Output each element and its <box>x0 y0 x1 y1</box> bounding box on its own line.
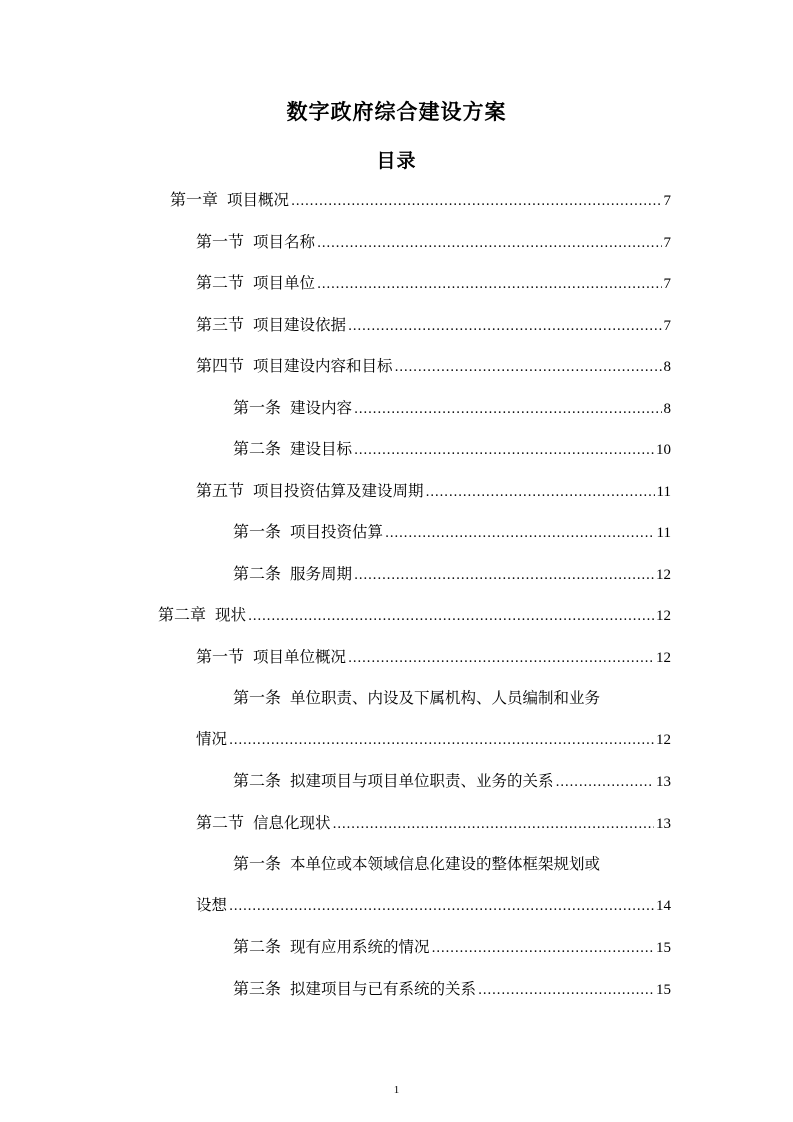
toc-prefix: 第一章 <box>170 190 219 209</box>
toc-entry[interactable] <box>196 478 671 502</box>
leader-dots <box>333 813 654 832</box>
leader-dots <box>426 481 655 500</box>
toc-prefix: 第一节 <box>196 232 245 251</box>
page-number: 1 <box>393 1084 400 1096</box>
toc-title: 本单位或本领域信息化建设的整体框架规划或 <box>290 855 601 873</box>
leader-dots <box>317 232 661 251</box>
toc-prefix: 第一条 <box>233 854 282 873</box>
toc-entry[interactable] <box>196 312 671 336</box>
toc-entry[interactable] <box>233 934 671 958</box>
toc-entry[interactable] <box>196 353 671 377</box>
toc-page: 12 <box>656 567 671 583</box>
toc-prefix: 第五节 <box>196 481 245 500</box>
toc-title: 信息化现状 <box>253 814 331 832</box>
toc-entry[interactable] <box>196 229 671 253</box>
toc-page: 7 <box>663 193 671 209</box>
toc-entry[interactable] <box>233 768 671 792</box>
toc-page: 7 <box>663 235 671 251</box>
toc-title: 现有应用系统的情况 <box>290 938 430 956</box>
toc-entry[interactable] <box>233 976 671 1000</box>
toc-title: 项目投资估算 <box>290 523 384 541</box>
toc-prefix: 第一条 <box>233 398 282 417</box>
toc-title: 项目投资估算及建设周期 <box>253 482 424 500</box>
toc-entry[interactable] <box>196 270 671 294</box>
leader-dots <box>395 356 662 375</box>
toc-title: 现状 <box>215 606 247 624</box>
toc-page: 13 <box>656 816 671 832</box>
toc-entry[interactable] <box>233 519 671 543</box>
toc-prefix: 第四节 <box>196 356 245 375</box>
toc-entry[interactable] <box>158 602 671 626</box>
toc-title: 项目名称 <box>253 233 316 251</box>
leader-dots <box>291 190 661 209</box>
toc-entry[interactable] <box>233 436 671 460</box>
toc-entry-continuation[interactable] <box>196 727 671 751</box>
toc-prefix: 第三条 <box>233 979 282 998</box>
leader-dots <box>317 273 661 292</box>
leader-dots <box>556 771 654 790</box>
toc-title: 拟建项目与已有系统的关系 <box>290 980 477 998</box>
toc-page: 15 <box>656 940 671 956</box>
toc-page: 12 <box>656 650 671 666</box>
toc-prefix: 第一节 <box>196 647 245 666</box>
toc-prefix: 第二节 <box>196 273 245 292</box>
toc-title: 建设目标 <box>290 440 353 458</box>
toc-prefix: 第二章 <box>158 605 207 624</box>
toc-title: 项目概况 <box>227 191 290 209</box>
leader-dots <box>478 979 654 998</box>
toc-prefix: 第二节 <box>196 813 245 832</box>
toc-page: 13 <box>656 774 671 790</box>
toc-entry[interactable] <box>170 187 671 211</box>
toc-entry-wrapped[interactable] <box>233 851 600 875</box>
toc-title: 单位职责、内设及下属机构、人员编制和业务 <box>290 689 601 707</box>
toc-title: 建设内容 <box>290 399 353 417</box>
toc-page: 8 <box>663 359 671 375</box>
leader-dots <box>385 522 655 541</box>
toc-prefix: 第二条 <box>233 937 282 956</box>
leader-dots <box>229 895 654 914</box>
leader-dots <box>354 564 654 583</box>
toc-title: 拟建项目与项目单位职责、业务的关系 <box>290 772 554 790</box>
leader-dots <box>432 937 654 956</box>
leader-dots <box>229 729 654 748</box>
toc-title: 服务周期 <box>290 565 353 583</box>
toc-page: 7 <box>663 318 671 334</box>
toc-prefix: 第三节 <box>196 315 245 334</box>
toc-entry[interactable] <box>196 644 671 668</box>
toc-title: 项目单位 <box>253 274 316 292</box>
toc-title: 项目建设内容和目标 <box>253 357 393 375</box>
toc-page: 14 <box>656 898 671 914</box>
toc-entry-wrapped[interactable] <box>233 685 600 709</box>
toc-title-continued: 设想 <box>196 896 228 914</box>
toc-page: 12 <box>656 732 671 748</box>
leader-dots <box>248 605 654 624</box>
toc-page: 12 <box>656 608 671 624</box>
toc-title: 项目建设依据 <box>253 316 347 334</box>
leader-dots <box>348 647 654 666</box>
toc-page: 8 <box>663 401 671 417</box>
toc-page: 7 <box>663 276 671 292</box>
leader-dots <box>354 439 654 458</box>
toc-heading: 目录 <box>376 150 417 172</box>
toc-prefix: 第二条 <box>233 439 282 458</box>
toc-title: 项目单位概况 <box>253 648 347 666</box>
toc-page: 15 <box>656 982 671 998</box>
toc-title-continued: 情况 <box>196 730 228 748</box>
toc-entry-continuation[interactable] <box>196 893 671 917</box>
toc-entry[interactable] <box>196 810 671 834</box>
leader-dots <box>354 398 661 417</box>
toc-prefix: 第一条 <box>233 522 282 541</box>
toc-page: 10 <box>656 442 671 458</box>
toc-prefix: 第二条 <box>233 771 282 790</box>
toc-page: 11 <box>656 484 671 500</box>
leader-dots <box>348 315 661 334</box>
toc-prefix: 第一条 <box>233 688 282 707</box>
toc-page: 11 <box>656 525 671 541</box>
toc-entry[interactable] <box>233 561 671 585</box>
toc-entry[interactable] <box>233 395 671 419</box>
document-title: 数字政府综合建设方案 <box>286 100 507 124</box>
toc-prefix: 第二条 <box>233 564 282 583</box>
